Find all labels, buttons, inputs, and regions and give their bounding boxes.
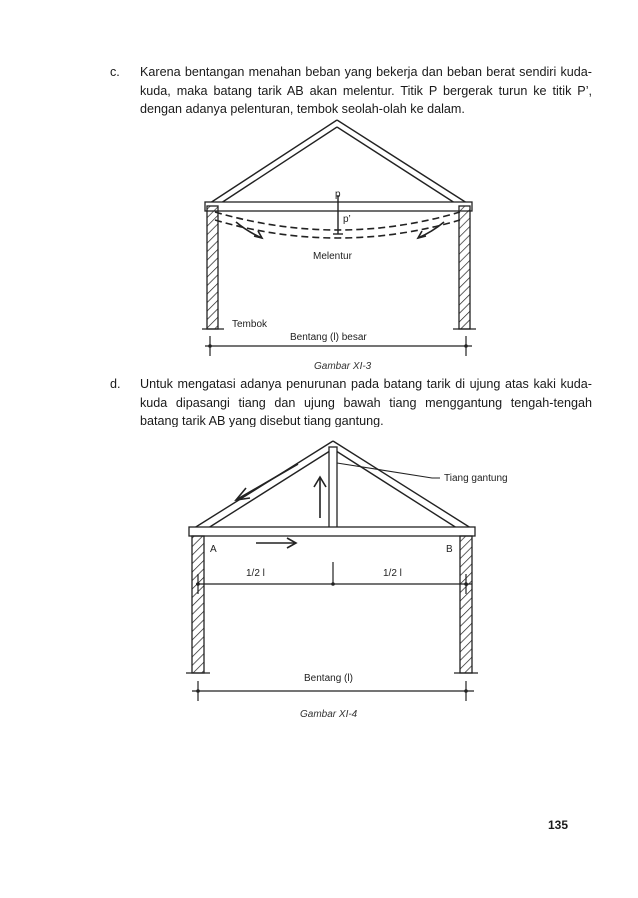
wall-left [192,536,204,673]
list-marker-d: d. [110,377,121,391]
label-melentur: Melentur [313,251,352,262]
rafter-right [337,120,470,205]
label-bentang-besar: Bentang (l) besar [290,332,367,343]
caption-xi4: Gambar XI-4 [300,709,358,720]
paragraph-d-text: Untuk mengatasi adanya penurunan pada batang tarik di ujung atas kaki kuda-kuda dipasangi tiang dan ujung bawah tiang menggantung tengah-tengah batang tarik AB yang disebut tiang gantung. [140,377,592,427]
paragraph-c-text: Karena bentangan menahan beban yang bekerja dan beban berat sendiri kuda-kuda, maka batang tarik AB akan melentur. Titik P bergerak turun ke titik P’, dengan adanya pelenturan, tembok seolah-olah ke dalam. [140,65,592,116]
label-tembok: Tembok [232,319,268,330]
label-b: B [446,544,453,555]
tie-beam [189,527,475,536]
dimension-half-spans [196,562,472,594]
label-a: A [210,544,217,555]
caption-xi3: Gambar XI-3 [314,361,372,372]
label-p-prime: p’ [343,214,351,225]
figure-xi-3 [202,120,476,372]
label-p: p [335,189,341,200]
wall-left [207,206,218,329]
label-tiang-gantung: Tiang gantung [444,473,508,484]
wall-right [459,206,470,329]
dimension-line-xi4 [192,681,474,701]
rafter-left [207,120,337,205]
page-number: 135 [548,818,569,832]
rafter-right [333,441,474,530]
wall-right [460,536,472,673]
arrow-up [314,477,326,518]
arrow-along-rafter [236,464,298,500]
arrow-tension [256,538,296,548]
list-marker-c: c. [110,65,120,79]
label-bentang: Bentang (l) [304,673,353,684]
king-post [329,447,337,530]
label-half-left: 1/2 l [246,568,265,579]
figure-xi-4 [186,441,508,720]
label-half-right: 1/2 l [383,568,402,579]
